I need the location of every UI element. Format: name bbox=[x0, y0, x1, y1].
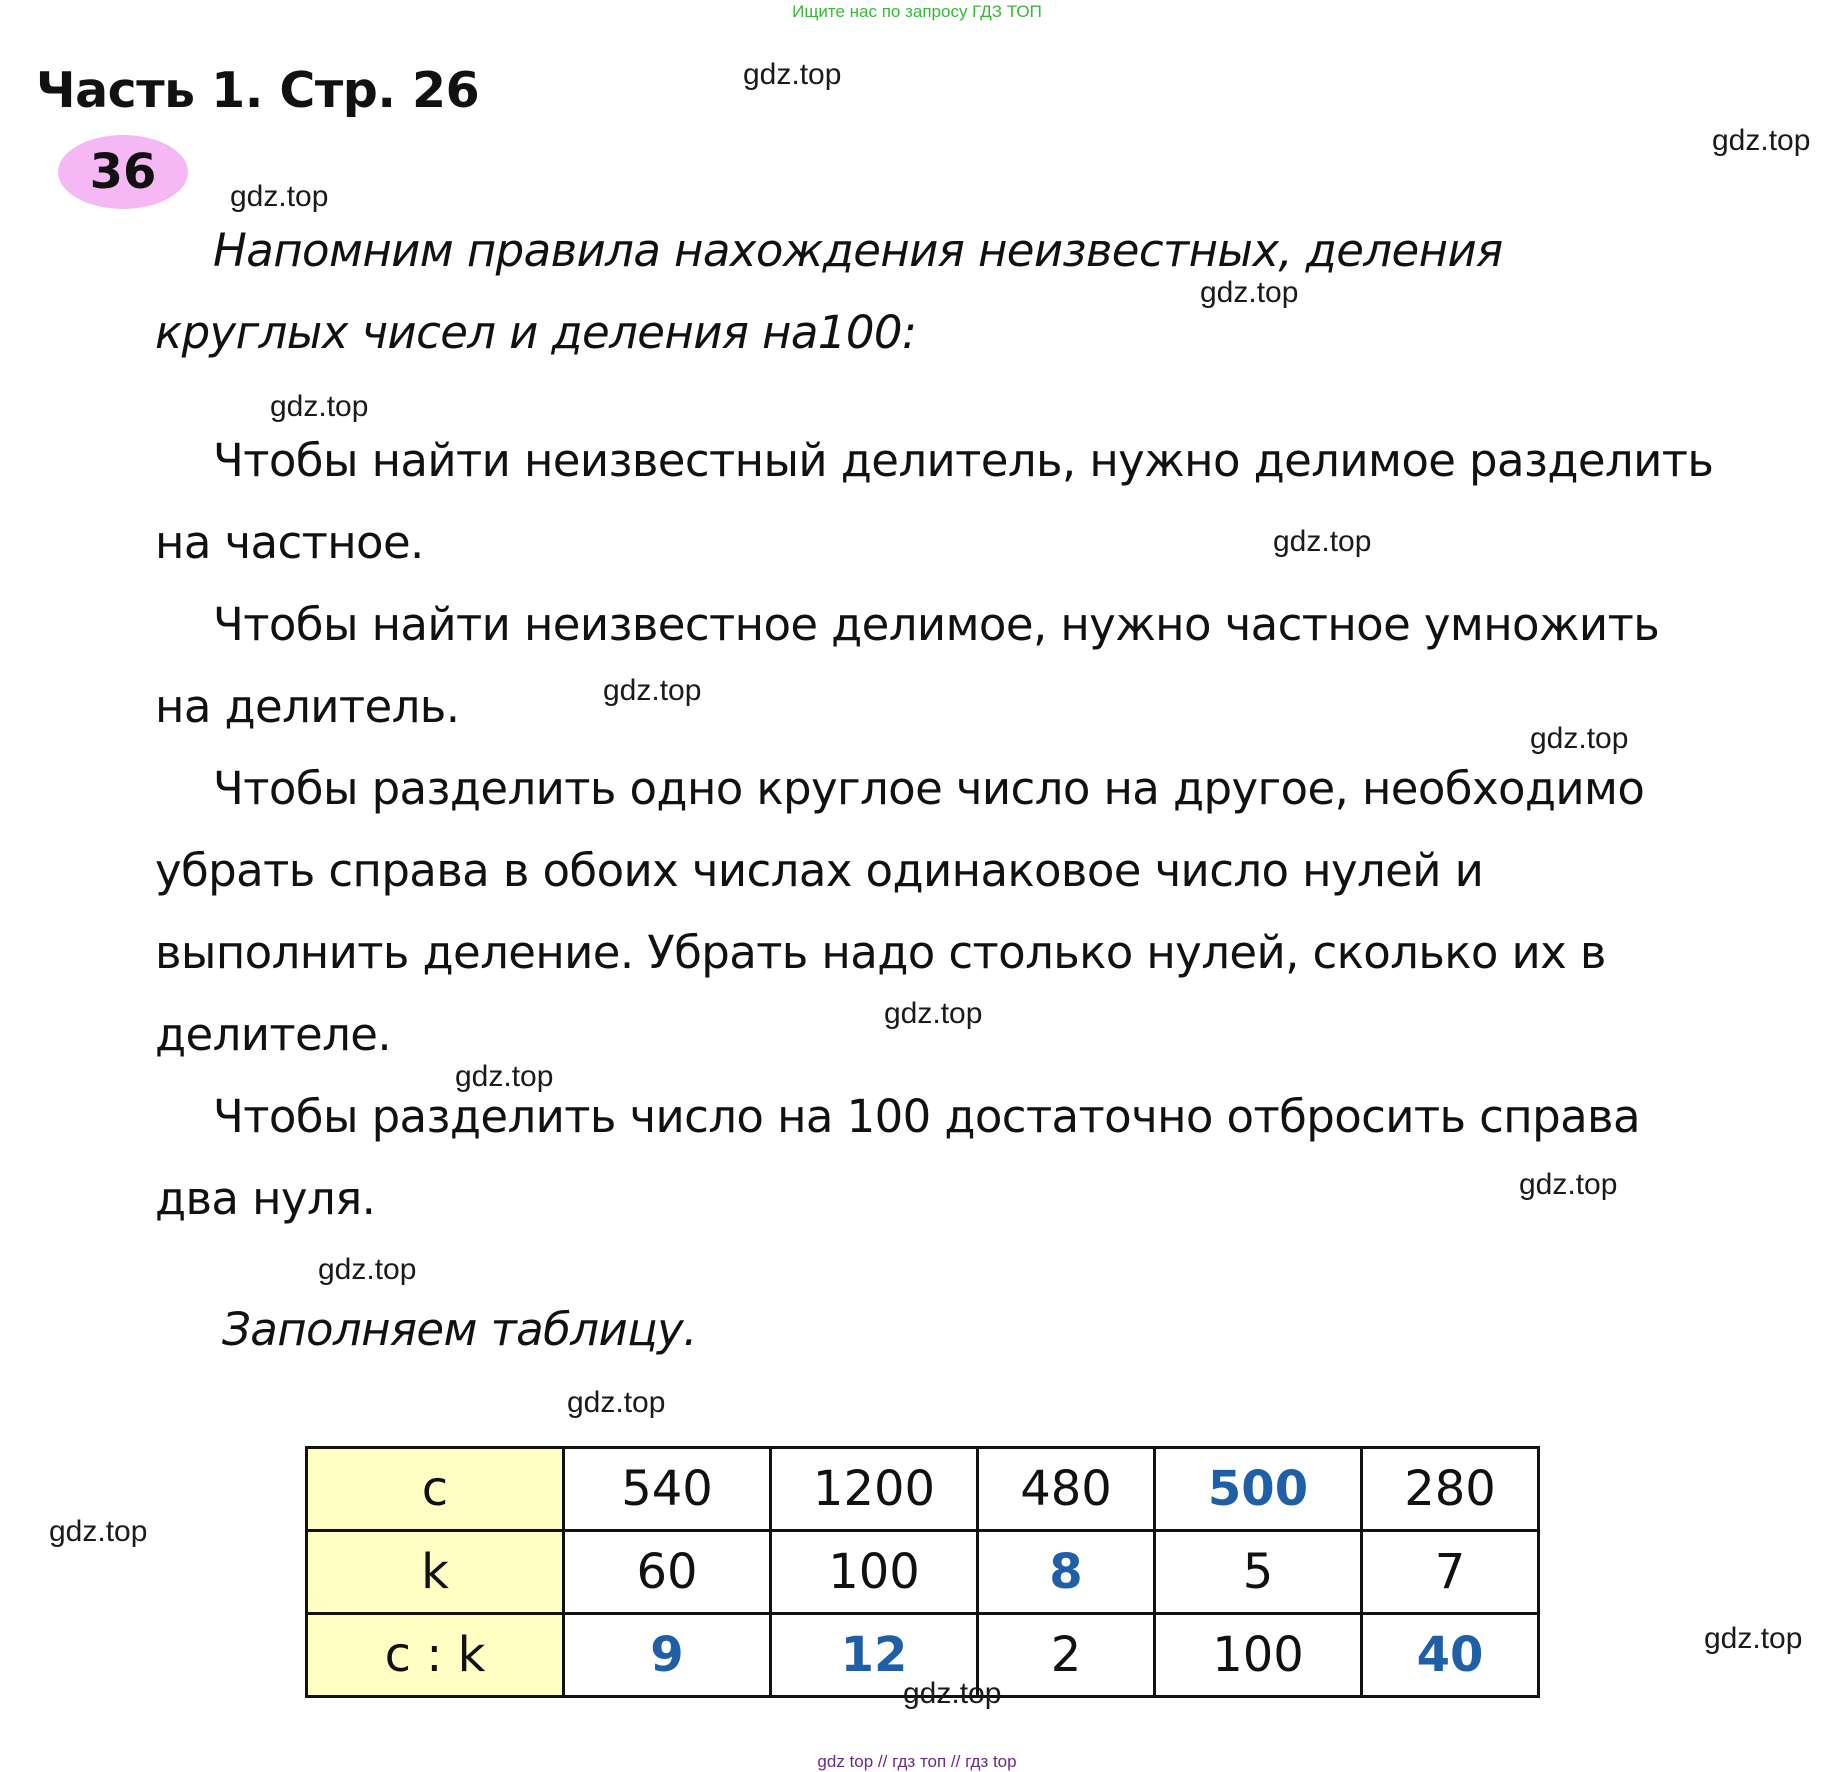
table-cell: 2 bbox=[978, 1614, 1155, 1697]
search-banner: Ищите нас по запросу ГДЗ ТОП bbox=[792, 2, 1042, 21]
watermark: gdz.top bbox=[567, 1386, 666, 1419]
table-cell: 100 bbox=[771, 1531, 978, 1614]
watermark: gdz.top bbox=[1519, 1168, 1618, 1201]
watermark: gdz.top bbox=[1200, 276, 1299, 309]
watermark: gdz.top bbox=[603, 674, 702, 707]
footer-links: gdz top // гдз топ // гдз top bbox=[817, 1752, 1017, 1771]
watermark: gdz.top bbox=[1712, 124, 1811, 157]
watermark: gdz.top bbox=[318, 1253, 417, 1286]
table-cell: 480 bbox=[978, 1448, 1155, 1531]
row-label-k: k bbox=[307, 1531, 564, 1614]
answer-cell: 9 bbox=[564, 1614, 771, 1697]
rule-round-numbers: Чтобы разделить одно круглое число на другое, необходимо убрать справа в обоих числах одинаковое число нулей и выполнить деление. Убрать надо столько нулей, сколько их в делителе. bbox=[155, 762, 1645, 1061]
table-cell: 540 bbox=[564, 1448, 771, 1531]
fill-table-label: Заполняем таблицу. bbox=[222, 1303, 697, 1356]
answer-cell: 40 bbox=[1362, 1614, 1539, 1697]
watermark: gdz.top bbox=[230, 180, 329, 213]
table-cell: 1200 bbox=[771, 1448, 978, 1531]
task-number-badge: 36 bbox=[58, 135, 188, 209]
rule-divide-100: Чтобы разделить число на 100 достаточно отбросить справа два нуля. bbox=[155, 1090, 1640, 1225]
table-row bbox=[307, 1448, 1539, 1531]
watermark: gdz.top bbox=[884, 997, 983, 1030]
answer-cell: 500 bbox=[1155, 1448, 1362, 1531]
row-label-quotient: c : k bbox=[307, 1614, 564, 1697]
table-cell: 7 bbox=[1362, 1531, 1539, 1614]
table-cell: 60 bbox=[564, 1531, 771, 1614]
rule-dividend: Чтобы найти неизвестное делимое, нужно частное умножить на делитель. bbox=[155, 598, 1660, 733]
watermark: gdz.top bbox=[903, 1677, 1002, 1710]
watermark: gdz.top bbox=[270, 390, 369, 423]
table-cell: 280 bbox=[1362, 1448, 1539, 1531]
page-title: Часть 1. Стр. 26 bbox=[36, 62, 480, 119]
table-cell: 5 bbox=[1155, 1531, 1362, 1614]
row-label-c: c bbox=[307, 1448, 564, 1531]
watermark: gdz.top bbox=[1530, 722, 1629, 755]
answer-cell: 8 bbox=[978, 1531, 1155, 1614]
answer-table bbox=[305, 1446, 1540, 1698]
table-row bbox=[307, 1531, 1539, 1614]
watermark: gdz.top bbox=[743, 58, 842, 91]
answer-cell: 12 bbox=[771, 1614, 978, 1697]
watermark: gdz.top bbox=[455, 1060, 554, 1093]
table-cell: 100 bbox=[1155, 1614, 1362, 1697]
watermark: gdz.top bbox=[49, 1515, 148, 1548]
watermark: gdz.top bbox=[1273, 525, 1372, 558]
intro-text: Напомним правила нахождения неизвестных, деления круглых чисел и деления на100: bbox=[155, 224, 1503, 359]
watermark: gdz.top bbox=[1704, 1622, 1803, 1655]
rule-divisor: Чтобы найти неизвестный делитель, нужно делимое разделить на частное. bbox=[155, 434, 1714, 569]
